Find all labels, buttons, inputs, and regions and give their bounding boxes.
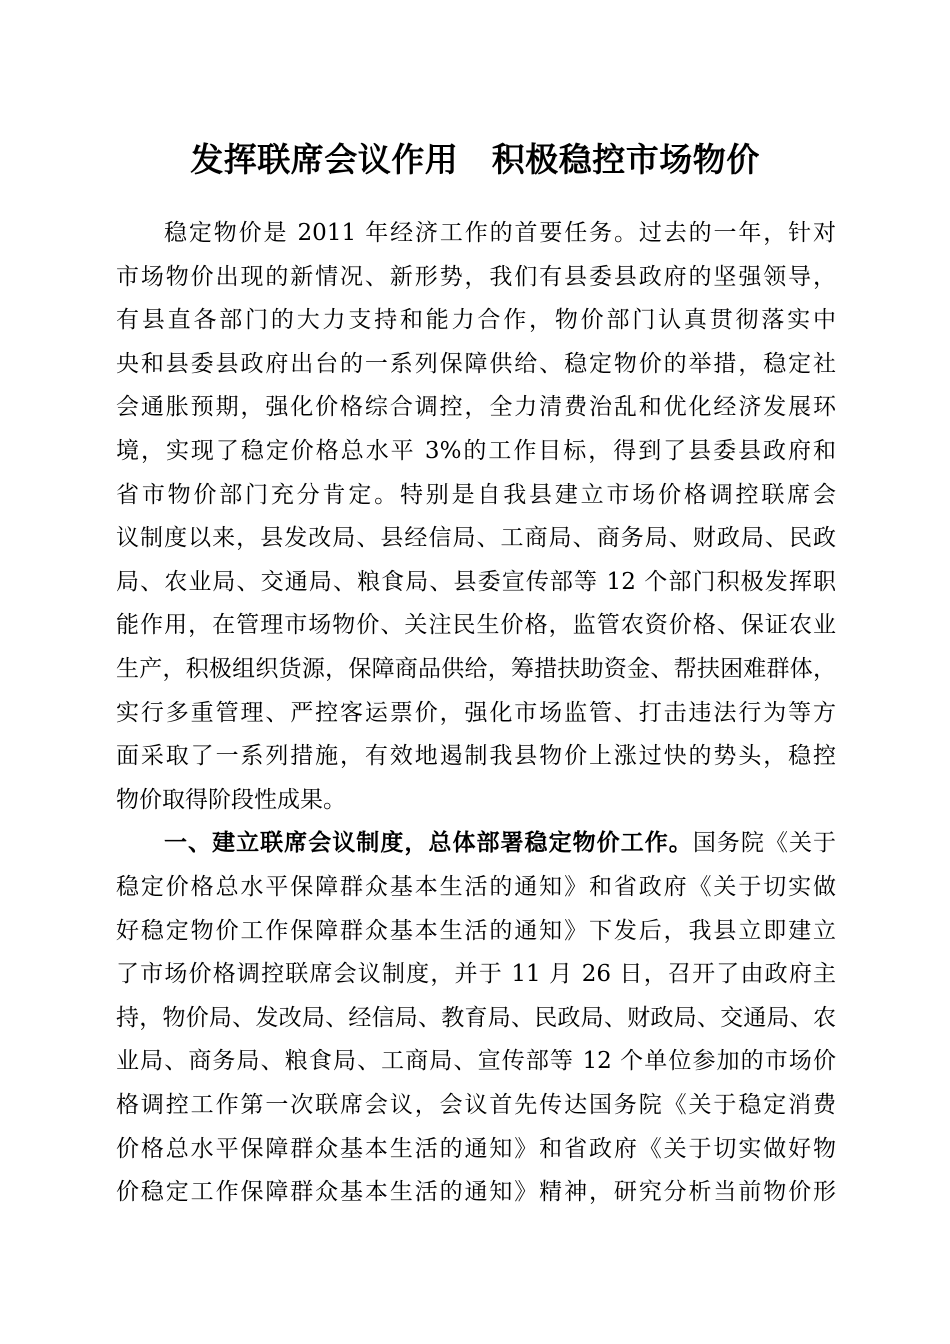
paragraph-2-line: 持，物价局、发改局、经信局、教育局、民政局、财政局、交通局、农 [116, 1004, 836, 1031]
paragraph-1-line: 有县直各部门的大力支持和能力合作，物价部门认真贯彻落实中 [116, 307, 836, 334]
paragraph-2-line: 稳定价格总水平保障群众基本生活的通知》和省政府《关于切实做 [116, 874, 836, 900]
paragraph-1-line: 会通胀预期，强化价格综合调控，全力清费治乱和优化经济发展环 [116, 394, 836, 421]
paragraph-2-first-line [164, 822, 836, 866]
paragraph-2-line: 价稳定工作保障群众基本生活的通知》精神，研究分析当前物价形 [116, 1179, 836, 1206]
paragraph-1-line: 央和县委县政府出台的一系列保障供给、稳定物价的举措，稳定社 [116, 350, 836, 377]
paragraph-1-line: 实行多重管理、严控客运票价，强化市场监管、打击违法行为等方 [116, 699, 836, 726]
paragraph-1-line: 稳定物价是 2011 年经济工作的首要任务。过去的一年，针对 [164, 220, 836, 246]
paragraph-1-line: 生产，积极组织货源，保障商品供给，筹措扶助资金、帮扶困难群体， [116, 656, 836, 682]
paragraph-1-line: 能作用，在管理市场物价、关注民生价格，监管农资价格、保证农业 [116, 612, 836, 639]
paragraph-1-line: 面采取了一系列措施，有效地遏制我县物价上涨过快的势头，稳控 [116, 743, 836, 770]
paragraph-2-line: 好稳定物价工作保障群众基本生活的通知》下发后，我县立即建立 [116, 917, 836, 944]
paragraph-2-text: 国务院《关于 [692, 830, 837, 857]
paragraph-2-line: 业局、商务局、粮食局、工商局、宣传部等 12 个单位参加的市场价 [116, 1048, 836, 1075]
paragraph-1-line: 市场物价出现的新情况、新形势，我们有县委县政府的坚强领导， [116, 263, 836, 290]
paragraph-1-line: 境，实现了稳定价格总水平 3%的工作目标，得到了县委县政府和 [116, 438, 836, 464]
paragraph-1-line: 局、农业局、交通局、粮食局、县委宣传部等 12 个部门积极发挥职 [116, 568, 836, 595]
paragraph-1-line: 省市物价部门充分肯定。特别是自我县建立市场价格调控联席会 [116, 481, 836, 508]
paragraph-2-line: 价格总水平保障群众基本生活的通知》和省政府《关于切实做好物 [116, 1135, 836, 1162]
paragraph-1-line: 物价取得阶段性成果。 [116, 786, 346, 813]
section-heading: 一、建立联席会议制度，总体部署稳定物价工作。 [164, 830, 693, 857]
paragraph-2-line: 了市场价格调控联席会议制度，并于 11 月 26 日，召开了由政府主 [116, 961, 836, 988]
paragraph-1-line: 议制度以来，县发改局、县经信局、工商局、商务局、财政局、民政 [116, 525, 836, 552]
paragraph-2-line: 格调控工作第一次联席会议，会议首先传达国务院《关于稳定消费 [116, 1092, 836, 1118]
document-title: 发挥联席会议作用 积极稳控市场物价 [190, 140, 760, 179]
